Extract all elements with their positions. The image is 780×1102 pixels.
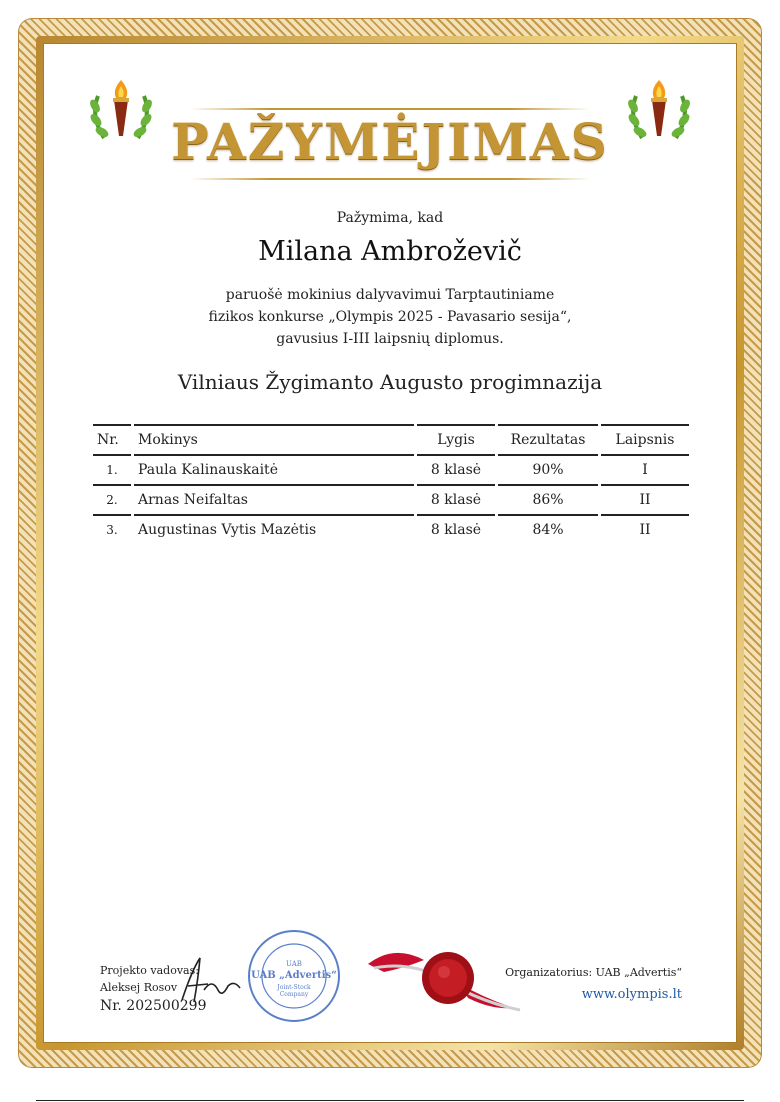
manager-name: Aleksej Rosov: [100, 981, 178, 994]
certificate-number: Nr. 202500299: [100, 998, 207, 1014]
company-stamp-icon: [246, 928, 342, 1024]
table-row: [93, 484, 689, 514]
description-line-1: paruošė mokinius dalyvavimui Tarptautiniame: [225, 287, 555, 303]
row-nr: 3.: [93, 514, 131, 544]
svg-text:Company: Company: [279, 991, 309, 998]
row-level: 8 klasė: [417, 484, 495, 514]
row-result: 90%: [498, 454, 598, 484]
subtitle: Pažymima, kad: [336, 210, 444, 226]
bottom-divider: [36, 1100, 744, 1101]
row-student: Paula Kalinauskaitė: [134, 454, 414, 484]
header-result: Rezultatas: [498, 424, 598, 454]
row-student: Arnas Neifaltas: [134, 484, 414, 514]
row-level: 8 klasė: [417, 514, 495, 544]
results-table: [90, 424, 692, 544]
row-nr: 2.: [93, 484, 131, 514]
organizer-label: Organizatorius: UAB „Advertis“: [505, 966, 682, 979]
signature-icon: [178, 950, 248, 1010]
description-line-3: gavusius I-III laipsnių diplomus.: [276, 331, 504, 347]
school-name: Vilniaus Žygimanto Augusto progimnazija: [177, 370, 603, 394]
row-level: 8 klasė: [417, 454, 495, 484]
row-degree: II: [601, 484, 689, 514]
header-student: Mokinys: [134, 424, 414, 454]
wax-seal-ribbon-icon: [364, 938, 524, 1018]
header-degree: Laipsnis: [601, 424, 689, 454]
manager-label: Projekto vadovas:: [100, 964, 199, 977]
svg-text:Joint-Stock: Joint-Stock: [277, 984, 311, 991]
recipient-name: Milana Ambroževič: [258, 236, 522, 267]
title-flourish-bottom: [190, 178, 590, 180]
svg-text:UAB: UAB: [286, 960, 302, 968]
description-line-2: fizikos konkurse „Olympis 2025 - Pavasario sesija“,: [208, 309, 572, 325]
row-student: Augustinas Vytis Mazėtis: [134, 514, 414, 544]
row-result: 86%: [498, 484, 598, 514]
organizer-block: [505, 962, 682, 1006]
row-result: 84%: [498, 514, 598, 544]
title-flourish-top: [190, 108, 590, 110]
header-nr: Nr.: [93, 424, 131, 454]
table-row: [93, 454, 689, 484]
table-row: [93, 514, 689, 544]
certificate-title: PAŽYMĖJIMAS: [171, 112, 609, 171]
svg-text:UAB „Advertis“: UAB „Advertis“: [251, 970, 337, 981]
website-link[interactable]: www.olympis.lt: [581, 987, 682, 1002]
table-header-row: [93, 424, 689, 454]
row-degree: I: [601, 454, 689, 484]
row-degree: II: [601, 514, 689, 544]
row-nr: 1.: [93, 454, 131, 484]
header-level: Lygis: [417, 424, 495, 454]
